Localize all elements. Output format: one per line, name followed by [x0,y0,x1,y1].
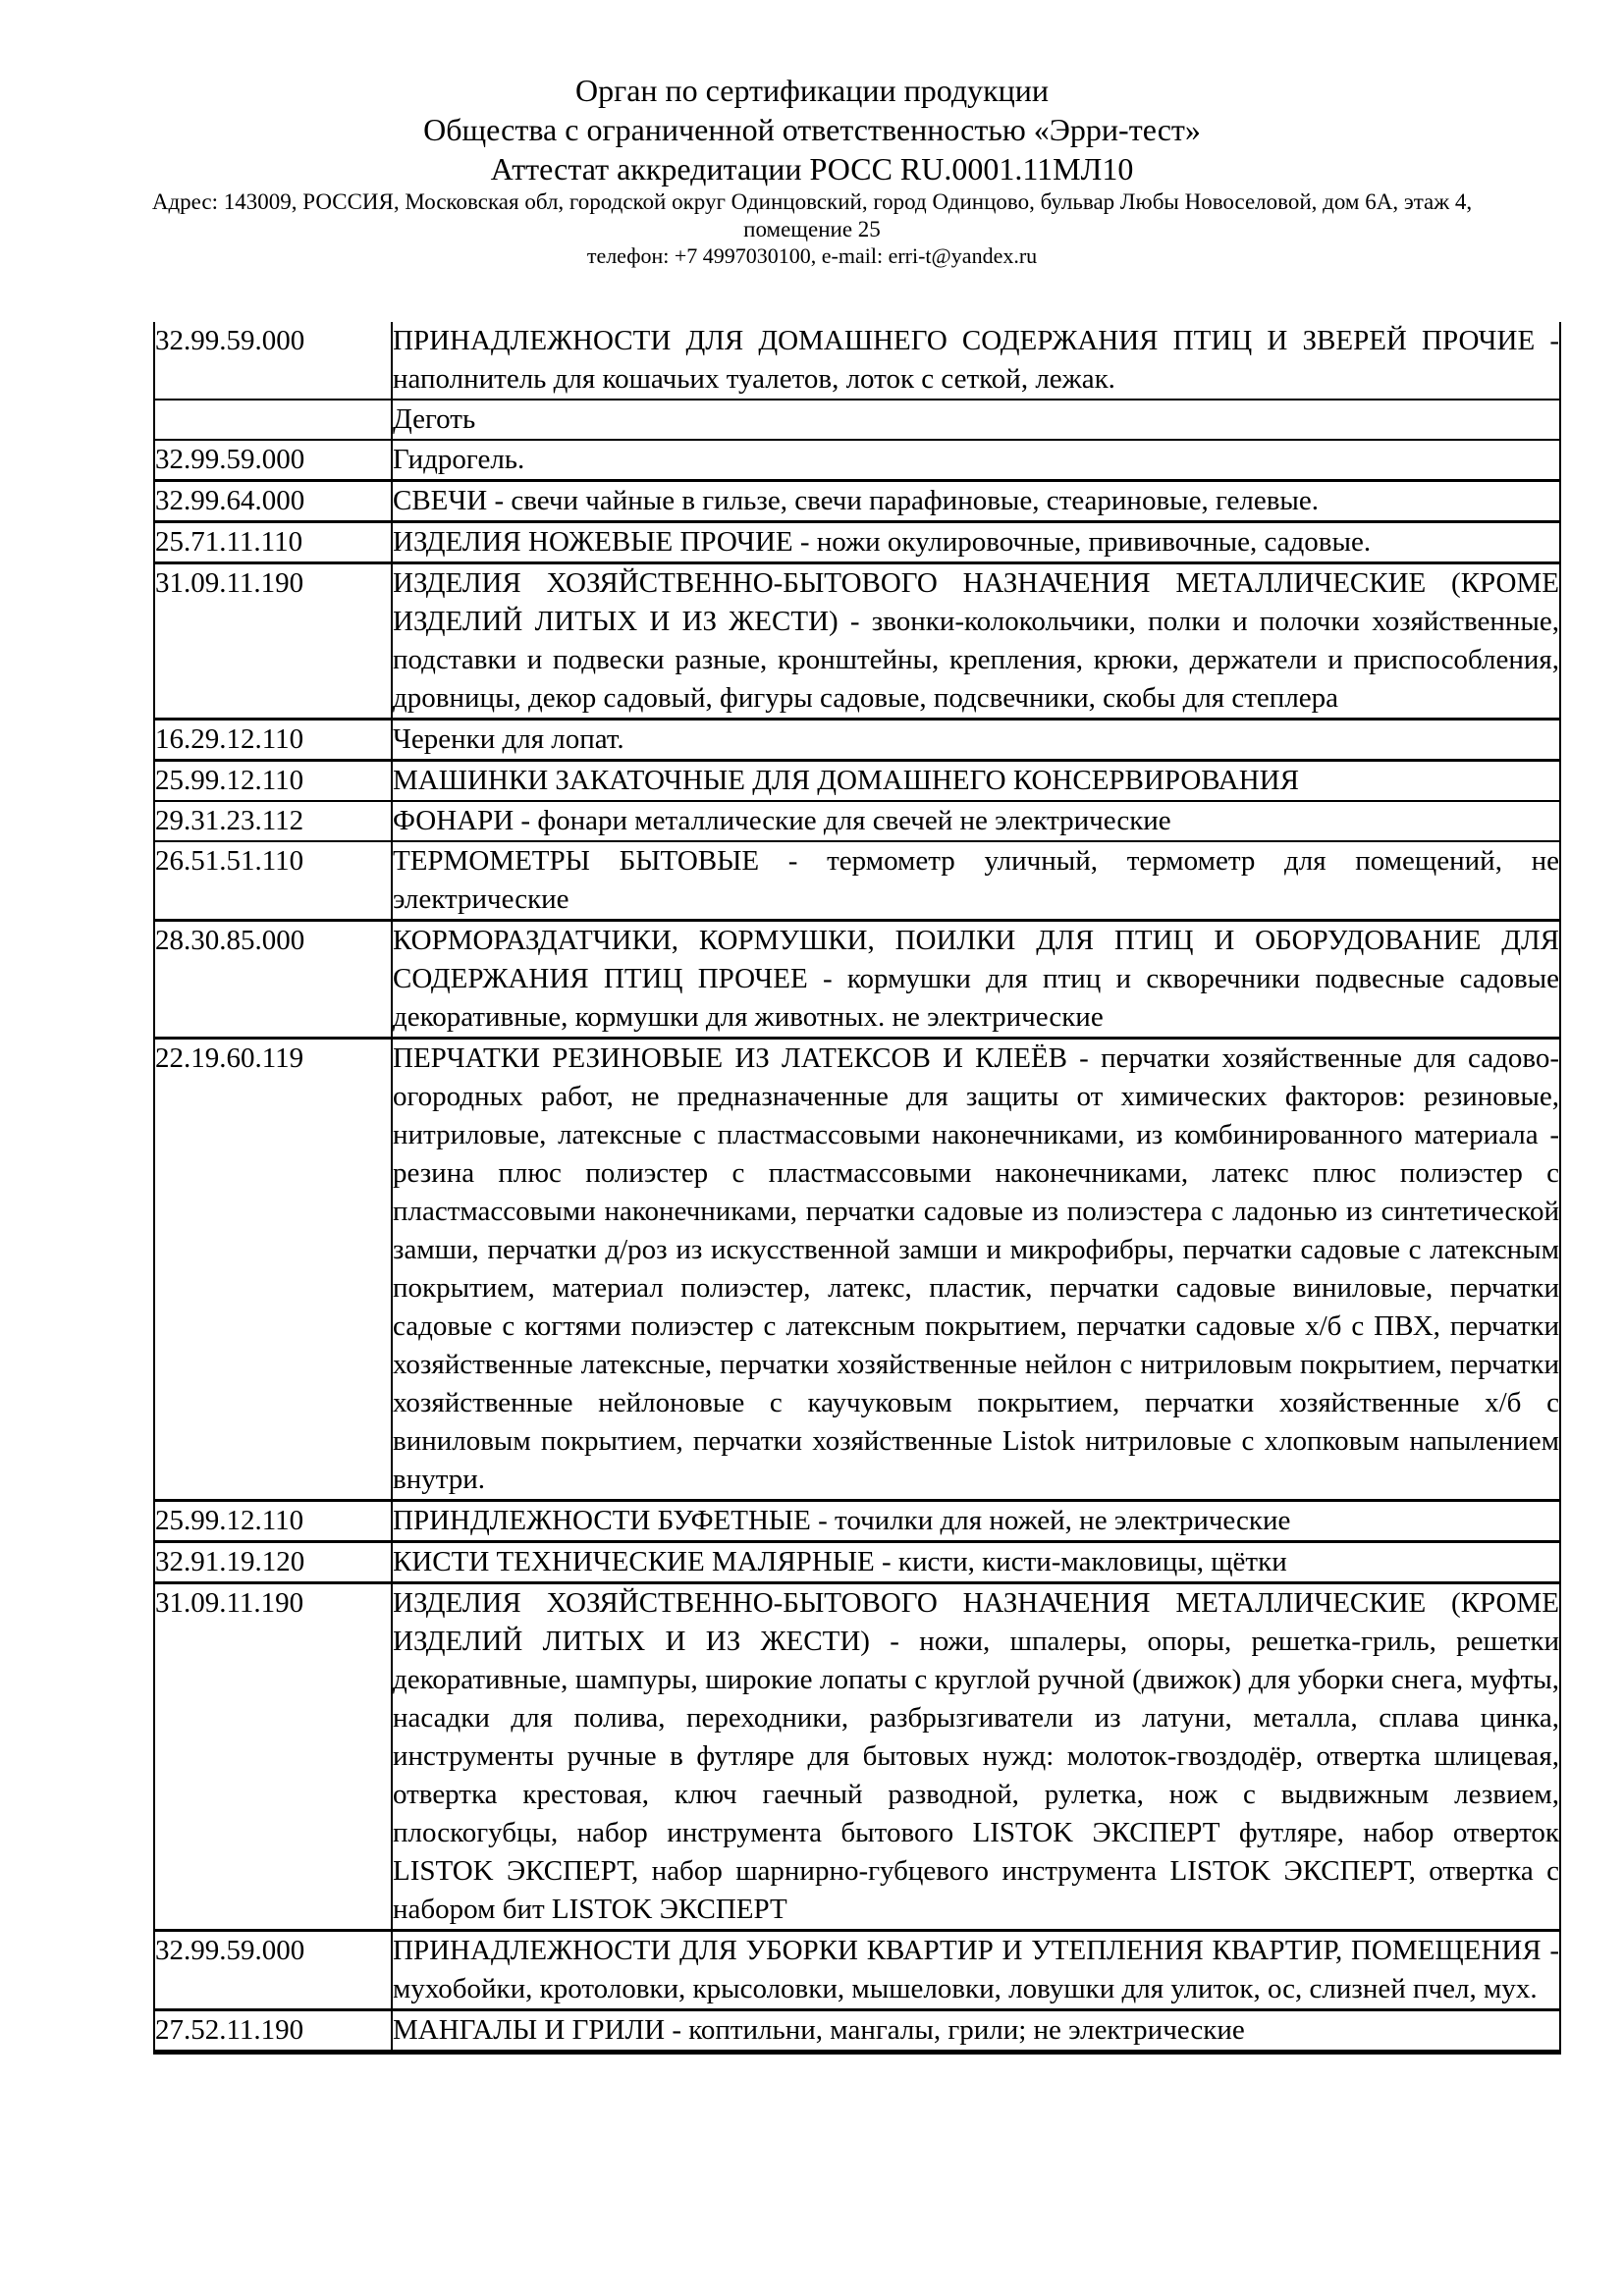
table-row [154,481,1560,522]
product-description: КОРМОРАЗДАТЧИКИ, КОРМУШКИ, ПОИЛКИ ДЛЯ ПТИЦ И ОБОРУДОВАНИЕ ДЛЯ СОДЕРЖАНИЯ ПТИЦ ПРОЧЕЕ - кормушки для птиц и скворечники подвесные садовые декоративные, кормушки для животных. не электрические [392,921,1560,1039]
address-line-2: помещение 25 [743,217,881,241]
table-row [154,400,1560,440]
product-description: ИЗДЕЛИЯ ХОЗЯЙСТВЕННО-БЫТОВОГО НАЗНАЧЕНИЯ МЕТАЛЛИЧЕСКИЕ (КРОМЕ ИЗДЕЛИЙ ЛИТЫХ И ИЗ ЖЕСТИ) - звонки-колокольчики, полки и полочки хозяйственные, подставки и подвески разные, кронштейны, крепления, крюки, держатели и приспособления, дровницы, декор садовый, фигуры садовые, подсвечники, скобы для степлера [392,563,1560,720]
product-code: 32.99.59.000 [154,440,392,481]
product-description: КИСТИ ТЕХНИЧЕСКИЕ МАЛЯРНЫЕ - кисти, кисти-макловицы, щётки [392,1542,1560,1583]
product-code: 25.71.11.110 [154,522,392,563]
product-description: ИЗДЕЛИЯ ХОЗЯЙСТВЕННО-БЫТОВОГО НАЗНАЧЕНИЯ МЕТАЛЛИЧЕСКИЕ (КРОМЕ ИЗДЕЛИЙ ЛИТЫХ И ИЗ ЖЕСТИ) - ножи, шпалеры, опоры, решетка-гриль, решетки декоративные, шампуры, широкие лопаты с круглой ручной (движок) для уборки снега, муфты, насадки для полива, переходники, разбрызгиватели из латуни, металла, сплава цинка, инструменты ручные в футляре для бытовых нужд: молоток-гвоздодёр, отвертка шлицевая, отвертка крестовая, ключ гаечный разводной, рулетка, нож с выдвижным лезвием, плоскогубцы, набор инструмента бытового LISTOK ЭКСПЕРТ футляре, набор отверток LISTOK ЭКСПЕРТ, набор шарнирно-губцевого инструмента LISTOK ЭКСПЕРТ, отвертка с набором бит LISTOK ЭКСПЕРТ [392,1583,1560,1931]
product-code: 32.99.64.000 [154,481,392,522]
product-code: 25.99.12.110 [154,761,392,802]
product-description: МАШИНКИ ЗАКАТОЧНЫЕ ДЛЯ ДОМАШНЕГО КОНСЕРВИРОВАНИЯ [392,761,1560,802]
table-row [154,1583,1560,1931]
product-description: СВЕЧИ - свечи чайные в гильзе, свечи парафиновые, стеариновые, гелевые. [392,481,1560,522]
table-row [154,761,1560,802]
table-row [154,1501,1560,1542]
address-line-1: Адрес: 143009, РОССИЯ, Московская обл, городской округ Одинцовский, город Одинцово, бульвар Любы Новоселовой, дом 6А, этаж 4, [151,189,1473,214]
product-code: 32.99.59.000 [154,1931,392,2010]
document-header [0,0,1624,269]
org-title-line: Орган по сертификации продукции [574,73,1050,108]
table-row [154,1542,1560,1583]
product-description: ИЗДЕЛИЯ НОЖЕВЫЕ ПРОЧИЕ - ножи окулировочные, прививочные, садовые. [392,522,1560,563]
table-row [154,322,1560,400]
product-description: ФОНАРИ - фонари металлические для свечей не электрические [392,801,1560,841]
product-code: 31.09.11.190 [154,1583,392,1931]
table-row [154,2010,1560,2053]
product-code: 27.52.11.190 [154,2010,392,2053]
table-row [154,720,1560,761]
product-description: ПРИНДЛЕЖНОСТИ БУФЕТНЫЕ - точилки для ножей, не электрические [392,1501,1560,1542]
product-code: 32.91.19.120 [154,1542,392,1583]
product-code: 31.09.11.190 [154,563,392,720]
table-row [154,841,1560,921]
product-description: МАНГАЛЫ И ГРИЛИ - коптильни, мангалы, грили; не электрические [392,2010,1560,2053]
table-row [154,563,1560,720]
accreditation-line: Аттестат аккредитации РОСС RU.0001.11МЛ10 [490,151,1134,187]
product-description: ПРИНАДЛЕЖНОСТИ ДЛЯ УБОРКИ КВАРТИР И УТЕПЛЕНИЯ КВАРТИР, ПОМЕЩЕНИЯ - мухобойки, кротоловки, крысоловки, мышеловки, ловушки для улиток, ос, слизней пчел, мух. [392,1931,1560,2010]
products-table-body [154,322,1560,2053]
product-code: 32.99.59.000 [154,322,392,400]
product-code: 16.29.12.110 [154,720,392,761]
product-description: ПЕРЧАТКИ РЕЗИНОВЫЕ ИЗ ЛАТЕКСОВ И КЛЕЁВ - перчатки хозяйственные для садово-огородных работ, не предназначенные для защиты от химических факторов: резиновые, нитриловые, латексные с пластмассовыми наконечниками, из комбинированного материала - резина плюс полиэстер с пластмассовыми наконечниками, латекс плюс полиэстер с пластмассовыми наконечниками, перчатки садовые из полиэстера с ладонью из синтетической замши, перчатки д/роз из искусственной замши и микрофибры, перчатки садовые с латексным покрытием, материал полиэстер, латекс, пластик, перчатки садовые виниловые, перчатки садовые с когтями полиэстер с латексным покрытием, перчатки садовые х/б с ПВХ, перчатки хозяйственные латексные, перчатки хозяйственные нейлон с нитриловым покрытием, перчатки хозяйственные нейлоновые с каучуковым покрытием, перчатки хозяйственные х/б с виниловым покрытием, перчатки хозяйственные Listok нитриловые с хлопковым напылением внутри. [392,1039,1560,1501]
product-description: Деготь [392,400,1560,440]
product-description: Гидрогель. [392,440,1560,481]
products-table [153,322,1561,2055]
product-code: 22.19.60.119 [154,1039,392,1501]
contact-line: телефон: +7 4997030100, e-mail: erri-t@yandex.ru [586,243,1038,268]
product-code: 28.30.85.000 [154,921,392,1039]
product-code: 25.99.12.110 [154,1501,392,1542]
table-row [154,1039,1560,1501]
table-row [154,1931,1560,2010]
product-code: 29.31.23.112 [154,801,392,841]
table-row [154,522,1560,563]
product-description: ПРИНАДЛЕЖНОСТИ ДЛЯ ДОМАШНЕГО СОДЕРЖАНИЯ ПТИЦ И ЗВЕРЕЙ ПРОЧИЕ - наполнитель для кошачьих туалетов, лоток с сеткой, лежак. [392,322,1560,400]
product-code [154,400,392,440]
product-code: 26.51.51.110 [154,841,392,921]
org-name-line: Общества с ограниченной ответственностью «Эрри-тест» [423,112,1201,147]
table-row [154,921,1560,1039]
product-description: ТЕРМОМЕТРЫ БЫТОВЫЕ - термометр уличный, термометр для помещений, не электрические [392,841,1560,921]
product-description: Черенки для лопат. [392,720,1560,761]
table-row [154,801,1560,841]
table-row [154,440,1560,481]
